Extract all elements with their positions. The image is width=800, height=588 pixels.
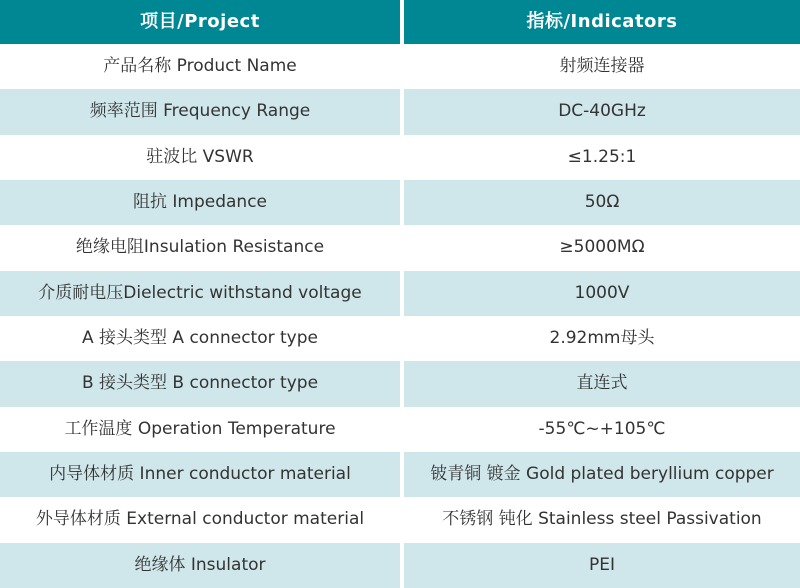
indicator-cell: DC-40GHz: [404, 89, 800, 134]
project-cell: 工作温度 Operation Temperature: [0, 407, 400, 452]
project-cell: B 接头类型 B connector type: [0, 361, 400, 406]
header-cell-indicators: 指标/Indicators: [404, 0, 800, 44]
header-cell-project: 项目/Project: [0, 0, 400, 44]
indicator-cell: PEI: [404, 543, 800, 588]
project-cell: 驻波比 VSWR: [0, 135, 400, 180]
project-cell: 外导体材质 External conductor material: [0, 497, 400, 542]
project-cell: 内导体材质 Inner conductor material: [0, 452, 400, 497]
project-cell: 产品名称 Product Name: [0, 44, 400, 89]
indicator-cell: 2.92mm母头: [404, 316, 800, 361]
project-cell: 绝缘体 Insulator: [0, 543, 400, 588]
indicator-cell: 50Ω: [404, 180, 800, 225]
project-cell: 频率范围 Frequency Range: [0, 89, 400, 134]
indicator-cell: -55℃~+105℃: [404, 407, 800, 452]
project-cell: 介质耐电压Dielectric withstand voltage: [0, 271, 400, 316]
indicator-cell: 直连式: [404, 361, 800, 406]
project-cell: A 接头类型 A connector type: [0, 316, 400, 361]
indicator-cell: 射频连接器: [404, 44, 800, 89]
project-cell: 阻抗 Impedance: [0, 180, 400, 225]
project-cell: 绝缘电阻Insulation Resistance: [0, 225, 400, 270]
indicator-cell: ≤1.25:1: [404, 135, 800, 180]
indicator-cell: 铍青铜 镀金 Gold plated beryllium copper: [404, 452, 800, 497]
indicator-cell: 1000V: [404, 271, 800, 316]
indicator-cell: 不锈钢 钝化 Stainless steel Passivation: [404, 497, 800, 542]
indicator-cell: ≥5000MΩ: [404, 225, 800, 270]
